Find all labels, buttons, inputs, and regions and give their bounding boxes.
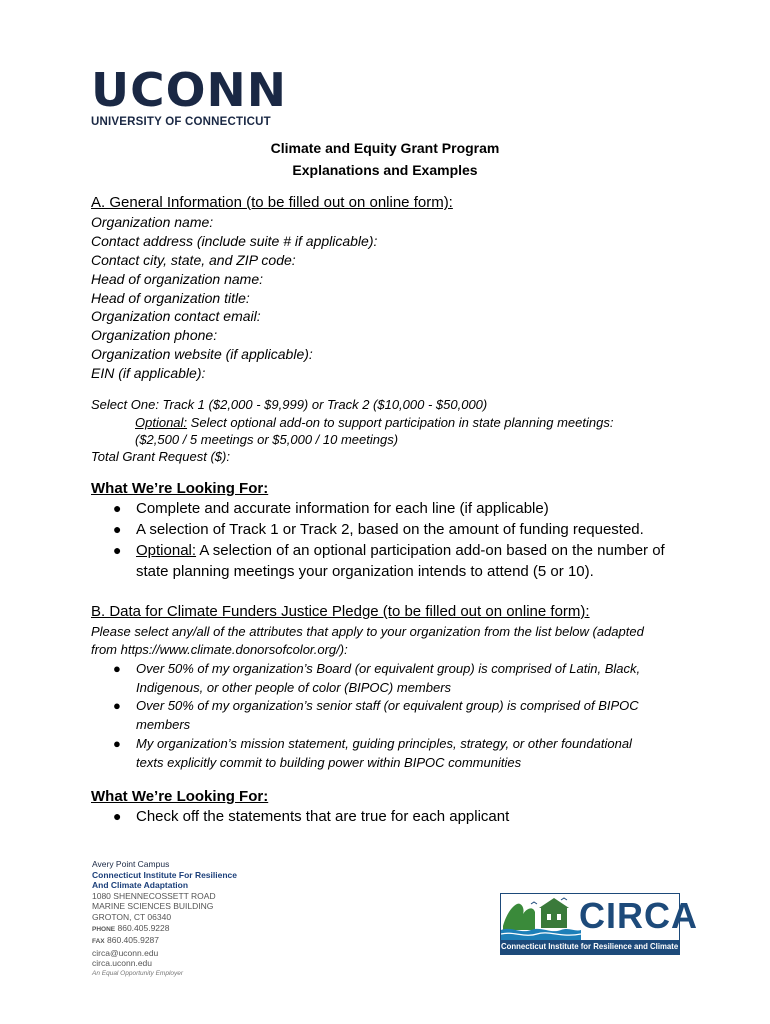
uconn-subtitle: UNIVERSITY OF CONNECTICUT	[91, 116, 271, 128]
field-label: Contact city, state, and ZIP code:	[91, 252, 296, 268]
section-a-heading: A. General Information (to be filled out on online form):	[91, 194, 453, 211]
footer-institute-2: And Climate Adaptation	[92, 880, 189, 891]
bullet-dot: ●	[113, 500, 122, 516]
bullet-text	[136, 542, 665, 559]
section-b-intro: Please select any/all of the attributes that apply to your organization from the list below (adapted	[91, 624, 644, 639]
bullet-text: Complete and accurate information for each line (if applicable)	[136, 500, 549, 517]
field-label: Organization phone:	[91, 327, 218, 343]
uconn-logo	[91, 63, 291, 128]
field-label: EIN (if applicable):	[91, 365, 206, 381]
footer-phone	[92, 923, 237, 936]
footer-fax	[92, 935, 237, 948]
optional-text: Select optional add-on to support participation in state planning meetings:	[187, 415, 614, 430]
attribute-text-cont: members	[136, 717, 191, 732]
bullet-dot: ●	[113, 661, 121, 676]
total-grant-request: Total Grant Request ($):	[91, 449, 230, 464]
footer-website: circa.uconn.edu	[92, 958, 153, 969]
circa-wordmark: CIRCA	[579, 895, 698, 936]
section-b-intro-2: from https://www.climate.donorsofcolor.org/):	[91, 642, 348, 657]
optional-label: Optional:	[136, 542, 197, 559]
footer-address-line: GROTON, CT 06340	[92, 911, 172, 922]
optional-text: A selection of an optional participation add-on based on the number of	[196, 542, 665, 559]
footer-institute: Connecticut Institute For Resilience	[92, 869, 237, 880]
field-label: Contact address (include suite # if applicable):	[91, 233, 378, 249]
fax-label: FAX	[92, 938, 105, 946]
bullet-text-cont: state planning meetings your organization intends to attend (5 or 10).	[136, 563, 594, 580]
track-select-text: Select One: Track 1 ($2,000 - $9,999) or Track 2 ($10,000 - $50,000)	[91, 397, 488, 412]
optional-addon-text	[135, 415, 613, 430]
field-label: Head of organization title:	[91, 290, 250, 306]
attribute-text: Over 50% of my organization’s Board (or equivalent group) is comprised of Latin, Black,	[136, 661, 641, 676]
document-title: Climate and Equity Grant Program	[270, 140, 500, 156]
circa-logo	[500, 893, 721, 955]
bullet-dot: ●	[113, 521, 122, 537]
looking-for-heading-a: What We’re Looking For:	[91, 480, 269, 497]
footer-address	[92, 859, 237, 980]
footer-campus: Avery Point Campus	[92, 859, 170, 869]
bullet-dot: ●	[113, 808, 122, 824]
attribute-text-cont: texts explicitly commit to building power within BIPOC communities	[136, 755, 522, 770]
attribute-text-cont: Indigenous, or other people of color (BIPOC) members	[136, 680, 452, 695]
optional-addon-text-2: ($2,500 / 5 meetings or $5,000 / 10 meetings)	[135, 432, 399, 447]
field-label: Organization contact email:	[91, 308, 261, 324]
phone-value: 860.405.9228	[115, 922, 170, 933]
bullet-text: A selection of Track 1 or Track 2, based on the amount of funding requested.	[136, 521, 644, 538]
field-label: Organization website (if applicable):	[91, 346, 313, 362]
document-subtitle: Explanations and Examples	[292, 162, 478, 178]
circa-landscape-icon	[501, 894, 581, 940]
bullet-dot: ●	[113, 698, 121, 713]
section-b-heading: B. Data for Climate Funders Justice Pledge (to be filled out on online form):	[91, 603, 590, 620]
looking-for-heading-b: What We’re Looking For:	[91, 788, 269, 805]
uconn-wordmark: UCONN	[91, 63, 288, 117]
phone-label: PHONE	[92, 925, 116, 933]
bullet-text: Check off the statements that are true for each applicant	[136, 808, 510, 825]
attribute-text: My organization’s mission statement, guiding principles, strategy, or other foundational	[136, 736, 632, 751]
footer-eoe: An Equal Opportunity Employer	[92, 969, 184, 977]
field-label: Organization name:	[91, 214, 214, 230]
bullet-dot: ●	[113, 736, 121, 751]
field-label: Head of organization name:	[91, 271, 263, 287]
footer-email: circa@uconn.edu	[92, 947, 159, 958]
footer-address-line: 1080 SHENNECOSSETT ROAD	[92, 890, 216, 901]
attribute-text: Over 50% of my organization’s senior staff (or equivalent group) is comprised of BIPOC	[136, 698, 639, 713]
footer-address-line: MARINE SCIENCES BUILDING	[92, 901, 214, 912]
bullet-dot: ●	[113, 542, 122, 558]
fax-value: 860.405.9287	[104, 935, 160, 946]
optional-label: Optional:	[135, 415, 188, 430]
circa-band-text: Connecticut Institute for Resilience and Climate Adaptation	[501, 940, 679, 954]
